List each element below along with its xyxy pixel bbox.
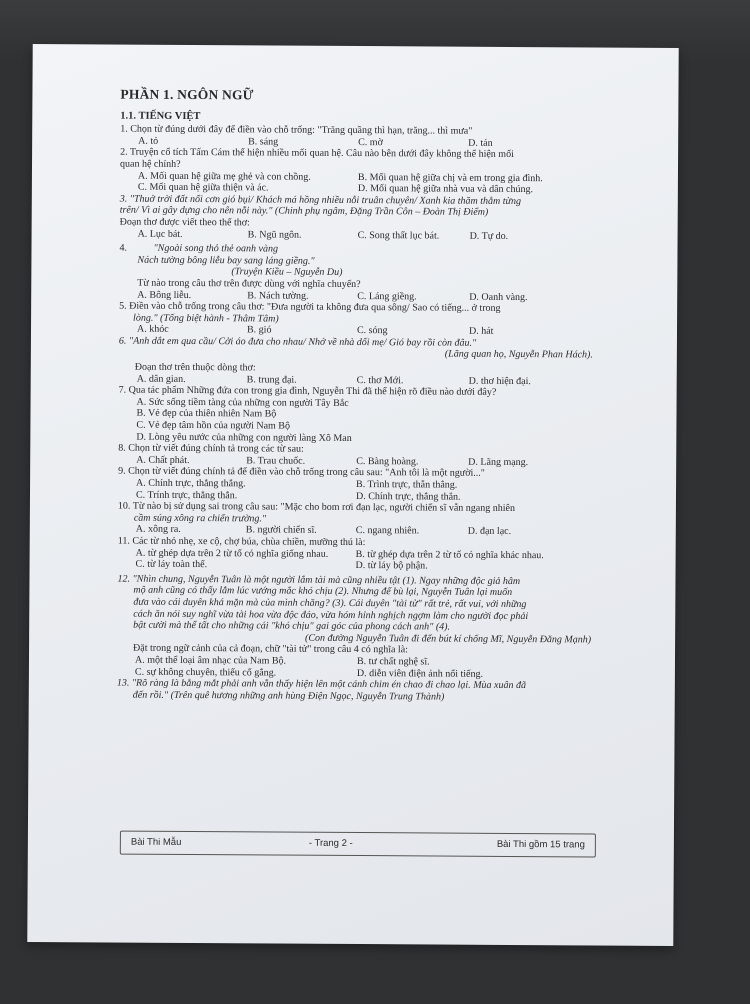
option-a: A. Lục bát.	[137, 228, 183, 240]
question-10-stem: 10. Từ nào bị sử dụng sai trong câu sau: "Mặc cho bom rơi đạn lạc, người chiến sĩ vẫn ngang nhiên	[117, 500, 515, 515]
option-a: A. Sức sống tiềm tàng của những con người Tây Bắc	[136, 396, 349, 409]
option-b: B. trung đại.	[246, 374, 297, 386]
question-2-stem: 2. Truyện cổ tích Tấm Cám thể hiện nhiều mối quan hệ. Câu nào bên dưới đây không thể hiện mối	[120, 146, 514, 161]
option-a: A. Chất phát.	[136, 454, 190, 466]
option-a: A. từ ghép dựa trên 2 từ tố có nghĩa giống nhau.	[135, 547, 329, 560]
question-12-passage-line1: 12. "Nhìn chung, Nguyễn Tuân là một người lắm tài mà cũng nhiều tật (1). Ngay những độc giả hâm	[117, 573, 521, 587]
page-content	[116, 86, 599, 704]
option-c: C. Trính trực, thẳng thắn.	[135, 489, 238, 501]
question-2-stem-cont: quan hệ chính?	[119, 158, 181, 170]
question-12-prompt: Đặt trong ngữ cảnh của cả đoạn, chữ "tài tử" trong câu 4 có nghĩa là:	[133, 642, 408, 656]
option-d: D. Tự do.	[469, 230, 509, 242]
option-d: D. Lòng yêu nước của những con người làng Xô Man	[136, 431, 352, 444]
question-4-poem-line2: Nách tường bông liễu bay sang láng giềng."	[137, 254, 315, 267]
footer-label: Bài Thi Mẫu	[130, 836, 182, 848]
option-a: A. Bông liễu.	[137, 289, 192, 301]
option-c: C. sự không chuyên, thiếu cố gắng.	[134, 666, 277, 679]
question-6-stem: 6. "Anh dắt em qua cầu/ Cởi áo đưa cho nhau/ Nhớ về nhà dối mẹ/ Gió bay rồi còn đâu."	[118, 335, 477, 349]
option-a: A. khóc	[136, 323, 169, 336]
option-a: A. Mối quan hệ giữa mẹ ghẻ và con chồng.	[137, 170, 311, 183]
option-d: D. từ láy bộ phận.	[355, 560, 428, 572]
exam-page	[27, 44, 678, 946]
option-a: A. một thể loại âm nhạc của Nam Bộ.	[134, 654, 287, 667]
option-c: C. Vẻ đẹp tâm hồn của người Nam Bộ	[136, 419, 291, 432]
question-12	[117, 573, 596, 680]
option-a: A. dân gian.	[136, 373, 186, 385]
option-c: C. Song thất lục bát.	[357, 229, 440, 242]
page-number: - Trang 2 -	[308, 837, 353, 850]
question-11	[118, 536, 596, 574]
question-1-stem: 1. Chọn từ đúng dưới đây để điền vào chỗ trống: "Trăng quầng thì hạn, trăng... thì mưa"	[120, 123, 473, 137]
option-c: C. mờ	[358, 136, 383, 148]
question-3	[120, 193, 598, 242]
option-c: C. thơ Mới.	[356, 374, 404, 386]
question-3-stem-cont: trên/ Vì ai gây dựng cho nên nỗi này." (Chinh phụ ngâm, Đặng Trần Côn – Đoàn Thị Điểm)	[119, 204, 489, 219]
option-b: B. Trình trực, thẵn thẳng.	[356, 479, 458, 491]
option-b: B. người chiến sĩ.	[245, 524, 317, 537]
page-footer	[120, 831, 596, 858]
option-c: C. Mối quan hệ giữa thiện và ác.	[137, 181, 269, 194]
question-12-source: (Con đường Nguyễn Tuân đi đến bút kí chống Mĩ, Nguyễn Đăng Mạnh)	[305, 632, 592, 646]
option-a: A. xông ra.	[135, 524, 181, 536]
question-6	[119, 335, 597, 387]
option-b: B. sáng	[248, 136, 279, 148]
question-3-prompt: Đoạn thơ được viết theo thể thơ:	[119, 216, 250, 229]
question-8	[118, 443, 596, 469]
question-7	[118, 385, 596, 446]
question-12-passage-line3: đưa vào cái duyên khá mặn mà của mình chăng? (3). Cái duyên "tài tử" rất trẻ, rất vui, với những	[133, 596, 527, 610]
option-c: C. từ láy toàn thể.	[135, 558, 208, 571]
question-12-passage-line5: bật cười mà thể tất cho những cái "khó chịu" gai góc của phong cách anh" (4).	[133, 619, 451, 633]
option-b: B. Ngũ ngôn.	[247, 228, 302, 241]
page-count: Bài Thi gồm 15 trang	[496, 838, 585, 851]
question-4-prompt: Từ nào trong câu thơ trên được dùng với nghĩa chuyển?	[137, 277, 361, 290]
option-a: A. tỏ	[138, 135, 159, 147]
question-5	[119, 301, 597, 339]
option-d: D. hát	[468, 325, 494, 338]
question-8-stem: 8. Chọn từ viết đúng chính tả trong các từ sau:	[118, 442, 304, 455]
question-10-stem-cont: cầm súng xông ra chiến trường."	[133, 512, 267, 525]
option-b: B. từ ghép dựa trên 2 từ tố có nghĩa khác nhau.	[355, 548, 544, 561]
question-5-stem: 5. Điền vào chỗ trống trong câu thơ: "Đưa người ta không đưa qua sông/ Sao có tiếng... ở trong	[119, 300, 501, 314]
question-4-source: (Truyện Kiều – Nguyễn Du)	[231, 266, 343, 279]
option-d: D. diễn viên điện ảnh nổi tiếng.	[356, 667, 484, 680]
question-6-source: (Lãng quan họ, Nguyễn Phan Hách).	[444, 349, 593, 361]
option-c: C. sóng	[356, 325, 388, 337]
question-13-stem: 13. "Rõ ràng là bằng mắt phải anh vẫn thấy hiện lên một cánh chim én chao đi chao lại. Mùa xuân đã	[116, 677, 527, 692]
option-d: D. tán	[468, 137, 493, 149]
option-d: D. Oanh vàng.	[469, 291, 528, 303]
question-4-number: 4.	[119, 242, 128, 254]
question-10	[118, 501, 596, 539]
option-a: A. Chính trực, thẳng thắng.	[136, 477, 246, 490]
option-b: B. Vẻ đẹp của thiên nhiên Nam Bộ	[136, 408, 277, 420]
question-13-stem-cont: đến rồi." (Trên quê hương những anh hùng Điện Ngọc, Nguyễn Trung Thành)	[132, 689, 445, 703]
option-b: B. Nách tường.	[247, 289, 309, 302]
option-c: C. ngang nhiên.	[355, 525, 420, 537]
question-12-passage-line2: mộ anh cũng có thấy lắm lúc vướng mắc khó chịu (2). Nhưng để bù lại, Nguyễn Tuân lại muốn	[133, 585, 513, 599]
option-c: C. Bàng hoàng.	[356, 455, 419, 468]
option-b: B. tư chất nghệ sĩ.	[356, 655, 430, 668]
question-4-poem-line1: "Ngoài song thỏ thẻ oanh vàng	[153, 242, 279, 255]
option-d: D. đạn lạc.	[467, 526, 512, 538]
question-1	[120, 124, 598, 150]
question-12-passage-line4: cách ăn nói suy nghĩ vừa tài hoa vừa độc đáo, vừa hóm hỉnh nghịch ngợm làm cho người đọc phải	[133, 608, 529, 622]
question-13	[117, 678, 595, 704]
option-c: C. Láng giềng.	[357, 290, 417, 302]
question-7-stem: 7. Qua tác phẩm Những đứa con trong gia đình, Nguyễn Thi đã thể hiện rõ điều nào dưới đây?	[118, 384, 497, 399]
question-5-stem-cont: lòng." (Tống biệt hành - Thâm Tâm)	[133, 312, 279, 325]
option-d: D. thơ hiện đại.	[468, 375, 531, 387]
question-6-prompt: Đoạn thơ trên thuộc dòng thơ:	[134, 361, 256, 374]
option-b: B. gió	[246, 324, 272, 336]
question-3-stem: 3. "Thuở trời đất nổi cơn gió bụi/ Khách má hồng nhiều nỗi truân chuyên/ Xanh kia thăm thẳm từng	[119, 193, 522, 207]
question-11-stem: 11. Các từ nhỏ nhẹ, xe cộ, chợ búa, chùa chiền, mưỡng thú là:	[117, 535, 366, 549]
question-9	[118, 466, 596, 504]
question-9-stem: 9. Chọn từ viết đúng chính tả để điền vào chỗ trống trong câu sau: "Anh tôi là một người..."	[118, 465, 485, 480]
option-d: D. Mối quan hệ giữa nhà vua và dân chúng.	[357, 183, 534, 196]
section-title: PHẦN 1. NGÔN NGỮ	[120, 86, 254, 103]
option-d: D. Chính trực, thẳng thắn.	[355, 490, 461, 503]
subsection-title: 1.1. TIẾNG VIỆT	[120, 110, 201, 122]
option-b: B. Trau chuốc.	[246, 455, 306, 467]
question-2	[120, 147, 598, 196]
question-4	[119, 243, 597, 304]
option-d: D. Lãng mạng.	[468, 456, 529, 468]
option-b: B. Mối quan hệ giữa chị và em trong gia đình.	[357, 171, 543, 184]
